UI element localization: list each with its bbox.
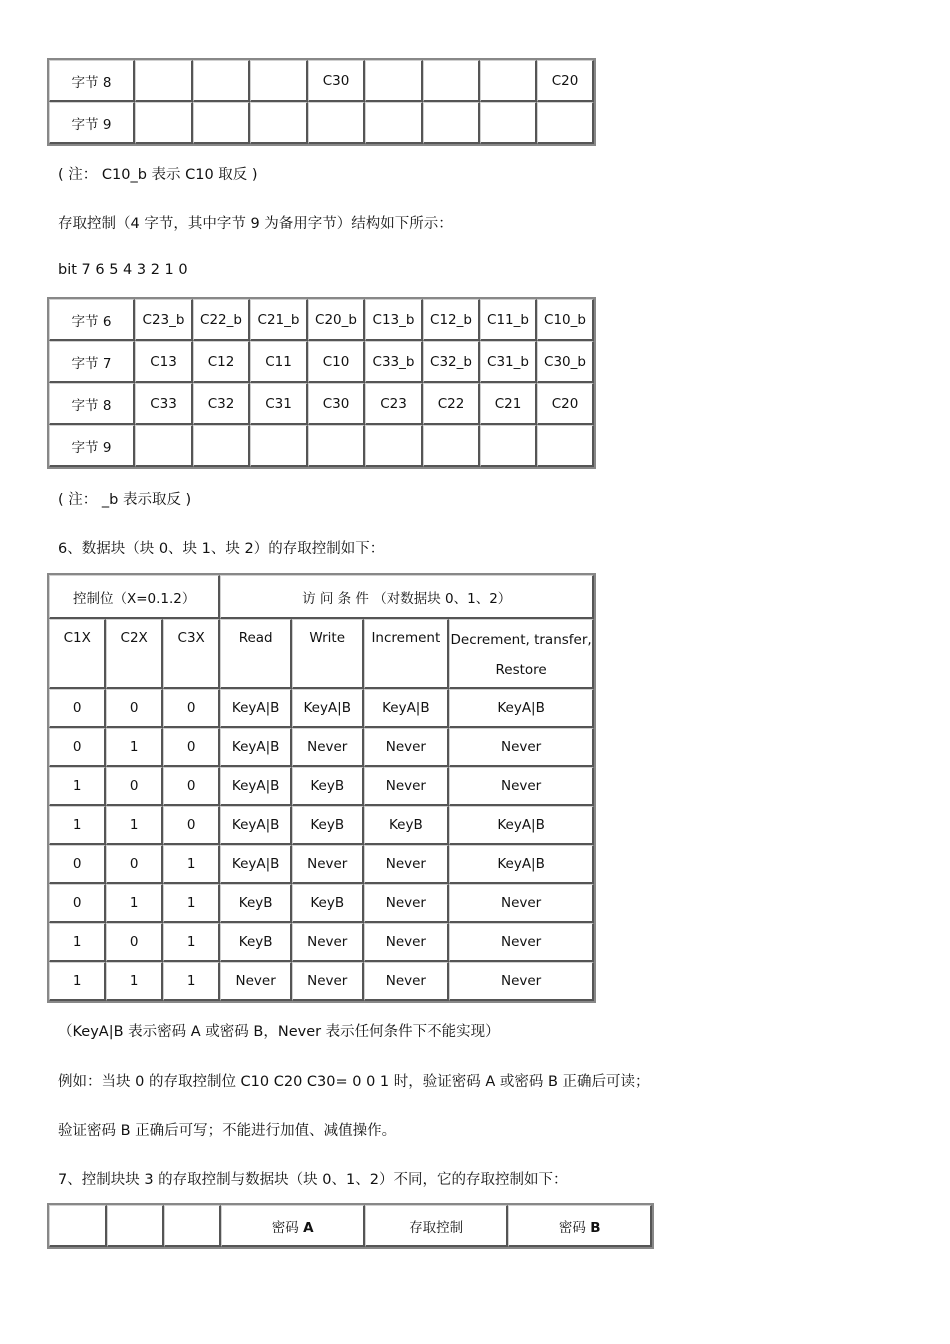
table-cell: C30 [308, 60, 365, 102]
col-header: C3X [163, 619, 220, 689]
table-cell: C20 [537, 60, 594, 102]
byte-table-top [47, 58, 596, 146]
table-cell [537, 102, 594, 144]
table-cell [193, 425, 250, 467]
col-header-decrement [449, 619, 594, 689]
table-cell: KeyA|B [220, 767, 292, 806]
table-cell [480, 60, 537, 102]
table-cell: KeyA|B [220, 845, 292, 884]
table-cell [423, 425, 480, 467]
col-header-line: Decrement, transfer, [450, 632, 592, 648]
table-cell: KeyA|B [220, 728, 292, 767]
note-key-meaning: （KeyA|B 表示密码 A 或密码 B，Never 表示任何条件下不能实现） [58, 1024, 500, 1040]
table-cell: C10_b [537, 299, 594, 341]
table-cell: Never [292, 845, 364, 884]
table-cell: C31 [250, 383, 308, 425]
table-cell [135, 102, 193, 144]
table-cell: Never [364, 923, 450, 962]
col-header: C2X [106, 619, 162, 689]
table-row [49, 884, 594, 923]
table-cell: Never [449, 728, 594, 767]
col-header: Write [292, 619, 364, 689]
table-cell: KeyA|B [364, 689, 450, 728]
table-cell: 1 [49, 767, 106, 806]
row-label: 字节 8 [49, 60, 135, 102]
row-label: 字节 9 [49, 102, 135, 144]
table-cell: KeyA|B [449, 689, 594, 728]
table-row [49, 425, 594, 467]
table-cell: KeyB [220, 884, 292, 923]
table-cell: 0 [106, 923, 162, 962]
access-conditions-header: 访 问 条 件 （对数据块 0、1、2） [220, 575, 594, 619]
table-row [49, 728, 594, 767]
table-cell: C20 [537, 383, 594, 425]
table-cell: C31_b [480, 341, 537, 383]
table-row [49, 767, 594, 806]
table-cell: C22_b [193, 299, 250, 341]
table-cell [365, 102, 423, 144]
table-cell: KeyB [292, 767, 364, 806]
table-row [49, 962, 594, 1001]
table-cell: C30 [308, 383, 365, 425]
table-cell: Never [449, 923, 594, 962]
table-cell [250, 425, 308, 467]
table-cell: Never [364, 884, 450, 923]
example-line-1: 例如：当块 0 的存取控制位 C10 C20 C30= 0 0 1 时，验证密码 A 或密码 B 正确后可读； [58, 1074, 650, 1090]
table-cell [250, 102, 308, 144]
table-cell [365, 60, 423, 102]
row-label: 字节 7 [49, 341, 135, 383]
table-row [49, 689, 594, 728]
table-row [49, 60, 594, 102]
table-cell [164, 1205, 222, 1247]
table-cell: 1 [163, 923, 220, 962]
access-control-cell: 存取控制 [365, 1205, 509, 1247]
row-label: 字节 6 [49, 299, 135, 341]
table-row [49, 923, 594, 962]
table-cell: 1 [106, 728, 162, 767]
section-7-heading: 7、控制块块 3 的存取控制与数据块（块 0、1、2）不同，它的存取控制如下： [58, 1172, 568, 1188]
table-row [49, 383, 594, 425]
table-cell: Never [364, 767, 450, 806]
table-cell: KeyA|B [292, 689, 364, 728]
data-block-access-table [47, 573, 596, 1003]
table-cell [308, 425, 365, 467]
col-header: Increment [364, 619, 450, 689]
table-cell: Never [292, 728, 364, 767]
access-control-bytes-table [47, 297, 596, 469]
table-cell: 1 [163, 962, 220, 1001]
row-label: 字节 9 [49, 425, 135, 467]
section-6-heading: 6、数据块（块 0、块 1、块 2）的存取控制如下： [58, 541, 385, 557]
table-cell [49, 1205, 107, 1247]
table-cell: KeyB [292, 806, 364, 845]
table-cell: 0 [163, 728, 220, 767]
table-cell: KeyA|B [449, 806, 594, 845]
password-a-cell [221, 1205, 365, 1247]
table-cell: 1 [106, 962, 162, 1001]
table-cell [480, 425, 537, 467]
table-row [49, 806, 594, 845]
table-cell: 0 [106, 767, 162, 806]
table-cell: C11 [250, 341, 308, 383]
col-header: Read [220, 619, 292, 689]
password-b-prefix: 密码 [558, 1219, 591, 1236]
table-cell: C11_b [480, 299, 537, 341]
table-cell [193, 102, 250, 144]
table-cell: C13_b [365, 299, 423, 341]
table-cell: KeyB [292, 884, 364, 923]
table-row [49, 1205, 652, 1247]
table-cell: Never [449, 767, 594, 806]
table-cell [480, 102, 537, 144]
table-cell: C21 [480, 383, 537, 425]
table-cell: C33_b [365, 341, 423, 383]
table-cell: KeyA|B [220, 806, 292, 845]
table-cell: 0 [163, 689, 220, 728]
table-cell: 1 [106, 806, 162, 845]
table-cell: C33 [135, 383, 193, 425]
table-cell: 0 [163, 806, 220, 845]
col-header-line: Restore [495, 662, 547, 678]
table-cell: KeyA|B [220, 689, 292, 728]
table-cell [250, 60, 308, 102]
table-cell: 0 [49, 845, 106, 884]
table-cell [135, 60, 193, 102]
table-cell: 0 [49, 689, 106, 728]
table-cell: 1 [49, 923, 106, 962]
table-row [49, 299, 594, 341]
table-cell: Never [449, 962, 594, 1001]
example-line-2: 验证密码 B 正确后可写；不能进行加值、减值操作。 [58, 1123, 397, 1139]
table-cell: Never [449, 884, 594, 923]
table-cell [107, 1205, 164, 1247]
table-cell: 1 [163, 845, 220, 884]
row-label: 字节 8 [49, 383, 135, 425]
table-cell: C32 [193, 383, 250, 425]
col-header: C1X [49, 619, 106, 689]
table-cell [193, 60, 250, 102]
table-cell: 1 [163, 884, 220, 923]
password-a-letter: A [303, 1219, 314, 1236]
password-b-cell [508, 1205, 652, 1247]
table-cell: Never [292, 962, 364, 1001]
table-cell: C12_b [423, 299, 480, 341]
table-cell [365, 425, 423, 467]
table-cell: C23 [365, 383, 423, 425]
table-cell: C10 [308, 341, 365, 383]
table-cell: C32_b [423, 341, 480, 383]
table-cell: 0 [106, 845, 162, 884]
note-inverse: ( 注： C10_b 表示 C10 取反 ) [58, 167, 258, 183]
table-cell: 0 [106, 689, 162, 728]
table-cell: Never [292, 923, 364, 962]
table-cell [135, 425, 193, 467]
table-cell: C23_b [135, 299, 193, 341]
table-cell: 1 [49, 806, 106, 845]
table-cell: C12 [193, 341, 250, 383]
table-row [49, 845, 594, 884]
table-cell [308, 102, 365, 144]
table-row [49, 341, 594, 383]
table-cell: C13 [135, 341, 193, 383]
password-b-letter: B [590, 1219, 601, 1236]
table-cell: 1 [106, 884, 162, 923]
table-cell: Never [364, 962, 450, 1001]
table-cell: C22 [423, 383, 480, 425]
table-cell: 0 [49, 728, 106, 767]
table-cell [423, 60, 480, 102]
table-header-row [49, 619, 594, 689]
table-cell: Never [364, 728, 450, 767]
table-group-header [49, 575, 594, 619]
table-cell: C30_b [537, 341, 594, 383]
table-cell: 1 [49, 962, 106, 1001]
table-cell: C21_b [250, 299, 308, 341]
table-row [49, 102, 594, 144]
table-cell: KeyB [220, 923, 292, 962]
control-block-table [47, 1203, 654, 1249]
table-cell: Never [364, 845, 450, 884]
note-inverse-b: ( 注： _b 表示取反 ) [58, 492, 192, 508]
table-cell [537, 425, 594, 467]
password-a-prefix: 密码 [271, 1219, 304, 1236]
table-cell: 0 [163, 767, 220, 806]
table-cell: KeyB [364, 806, 450, 845]
table-cell: 0 [49, 884, 106, 923]
table-cell: KeyA|B [449, 845, 594, 884]
table-cell [423, 102, 480, 144]
control-bits-header: 控制位（X=0.1.2） [49, 575, 220, 619]
bit-line: bit 7 6 5 4 3 2 1 0 [58, 262, 188, 278]
access-structure-paragraph: 存取控制（4 字节，其中字节 9 为备用字节）结构如下所示： [58, 216, 453, 232]
table-cell: C20_b [308, 299, 365, 341]
table-cell: Never [220, 962, 292, 1001]
